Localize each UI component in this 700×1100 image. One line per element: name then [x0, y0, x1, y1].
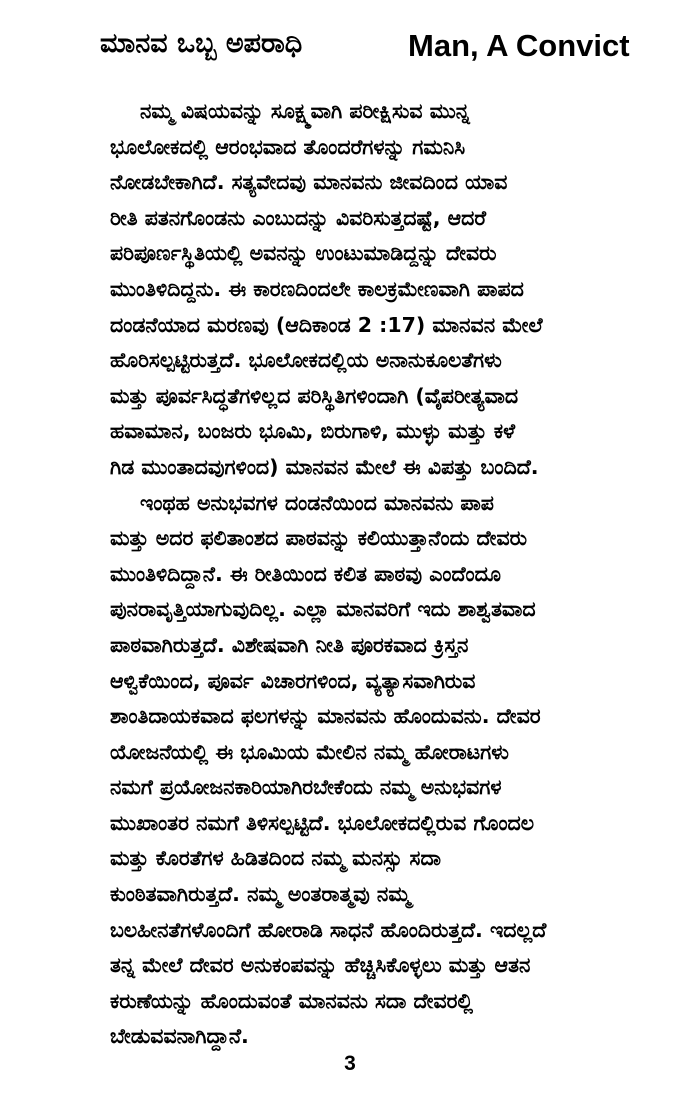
chapter-header	[78, 18, 638, 78]
text-line-7: ದಂಡನೆಯಾದ ಮರಣವು (ಆದಿಕಾಂಡ 2 :17) ಮಾನವನ ಮೇಲೆ	[110, 312, 543, 337]
text-line-25: ತನ್ನ ಮೇಲೆ ದೇವರ ಅನುಕಂಪವನ್ನು ಹೆಚ್ಚಿಸಿಕೊಳ್ಳಲು ಮತ್ತು ಆತನ	[110, 953, 531, 978]
text-line-19: ಯೋಜನೆಯಲ್ಲಿ ಈ ಭೂಮಿಯ ಮೇಲಿನ ನಮ್ಮ ಹೋರಾಟಗಳು	[110, 739, 509, 764]
text-line-14: ಮುಂತಿಳಿದಿದ್ದಾನೆ. ಈ ರೀತಿಯಿಂದ ಕಲಿತ ಪಾಠವು ಎಂದೆಂದೂ	[110, 561, 501, 586]
text-line-16: ಪಾಠವಾಗಿರುತ್ತದೆ. ವಿಶೇಷವಾಗಿ ನೀತಿ ಪೂರಕವಾದ ಕ್ರಿಸ್ತನ	[110, 632, 469, 657]
text-line-22: ಮತ್ತು ಕೊರತೆಗಳ ಹಿಡಿತದಿಂದ ನಮ್ಮ ಮನಸ್ಸು ಸದಾ	[110, 846, 441, 871]
chapter-title-english: Man, A Convict	[408, 28, 630, 63]
text-line-6: ಮುಂತಿಳಿದಿದ್ದನು. ಈ ಕಾರಣದಿಂದಲೇ ಕಾಲಕ್ರಮೇಣವಾಗಿ ಪಾಪದ	[110, 276, 524, 301]
body-text	[110, 94, 652, 1055]
text-line-9: ಮತ್ತು ಪೂರ್ವಸಿದ್ಧತೆಗಳಿಲ್ಲದ ಪರಿಸ್ಥಿತಿಗಳಿಂದಾಗಿ (ವೈಪರೀತ್ಯವಾದ	[110, 383, 519, 408]
text-line-15: ಪುನರಾವೃತ್ತಿಯಾಗುವುದಿಲ್ಲ. ಎಲ್ಲಾ ಮಾನವರಿಗೆ ಇದು ಶಾಶ್ವತವಾದ	[110, 597, 536, 622]
text-line-3: ನೋಡಬೇಕಾಗಿದೆ. ಸತ್ಯವೇದವು ಮಾನವನು ಜೀವದಿಂದ ಯಾವ	[110, 170, 508, 195]
text-line-27: ಬೇಡುವವನಾಗಿದ್ದಾನೆ.	[110, 1024, 249, 1049]
chapter-title-kannada: ಮಾನವ ಒಬ್ಬ ಅಪರಾಧಿ	[100, 28, 303, 59]
text-line-11: ಗಿಡ ಮುಂತಾದವುಗಳಿಂದ) ಮಾನವನ ಮೇಲೆ ಈ ವಿಪತ್ತು ಬಂದಿದೆ.	[110, 454, 539, 479]
text-line-13: ಮತ್ತು ಅದರ ಫಲಿತಾಂಶದ ಪಾಠವನ್ನು ಕಲಿಯುತ್ತಾನೆಂದು ದೇವರು	[110, 526, 527, 551]
text-line-26: ಕರುಣೆಯನ್ನು ಹೊಂದುವಂತೆ ಮಾನವನು ಸದಾ ದೇವರಲ್ಲಿ	[110, 988, 473, 1013]
text-line-20: ನಮಗೆ ಪ್ರಯೋಜನಕಾರಿಯಾಗಿರಬೇಕೆಂದು ನಮ್ಮ ಅನುಭವಗಳ	[110, 775, 502, 800]
text-line-10: ಹವಾಮಾನ, ಬಂಜರು ಭೂಮಿ, ಬಿರುಗಾಳಿ, ಮುಳ್ಳು ಮತ್ತು ಕಳೆ	[110, 419, 516, 444]
text-line-8: ಹೊರಿಸಲ್ಪಟ್ಟಿರುತ್ತದೆ. ಭೂಲೋಕದಲ್ಲಿಯ ಅನಾನುಕೂಲತೆಗಳು	[110, 348, 502, 373]
text-line-2: ಭೂಲೋಕದಲ್ಲಿ ಆರಂಭವಾದ ತೊಂದರೆಗಳನ್ನು ಗಮನಿಸಿ	[110, 134, 466, 159]
text-line-23: ಕುಂಠಿತವಾಗಿರುತ್ತದೆ. ನಮ್ಮ ಅಂತರಾತ್ಮವು ನಮ್ಮ	[110, 882, 411, 907]
text-line-24: ಬಲಹೀನತೆಗಳೊಂದಿಗೆ ಹೋರಾಡಿ ಸಾಧನೆ ಹೊಂದಿರುತ್ತದೆ. ಇದಲ್ಲದೆ	[110, 917, 547, 942]
text-line-21: ಮುಖಾಂತರ ನಮಗೆ ತಿಳಿಸಲ್ಪಟ್ಟಿದೆ. ಭೂಲೋಕದಲ್ಲಿರುವ ಗೊಂದಲ	[110, 810, 535, 835]
page-number: 3	[344, 1052, 356, 1075]
text-line-18: ಶಾಂತಿದಾಯಕವಾದ ಫಲಗಳನ್ನು ಮಾನವನು ಹೊಂದುವನು. ದೇವರ	[110, 704, 541, 729]
text-line-5: ಪರಿಪೂರ್ಣಸ್ಥಿತಿಯಲ್ಲಿ ಅವನನ್ನು ಉಂಟುಮಾಡಿದ್ದನ್ನು ದೇವರು	[110, 241, 497, 266]
text-line-1: ನಮ್ಮ ವಿಷಯವನ್ನು ಸೂಕ್ಷ್ಮವಾಗಿ ಪರೀಕ್ಷಿಸುವ ಮುನ್ನ	[140, 99, 470, 123]
text-line-12: ಇಂಥಹ ಅನುಭವಗಳ ದಂಡನೆಯಿಂದ ಮಾನವನು ಪಾಪ	[140, 490, 494, 515]
text-line-17: ಆಳ್ವಿಕೆಯಿಂದ, ಪೂರ್ವ ವಿಚಾರಗಳಿಂದ, ವ್ಯತ್ಯಾಸವಾಗಿರುವ	[110, 668, 476, 693]
text-line-4: ರೀತಿ ಪತನಗೊಂಡನು ಎಂಬುದನ್ನು ವಿವರಿಸುತ್ತದಷ್ಟೆ, ಆದರೆ	[110, 205, 487, 230]
